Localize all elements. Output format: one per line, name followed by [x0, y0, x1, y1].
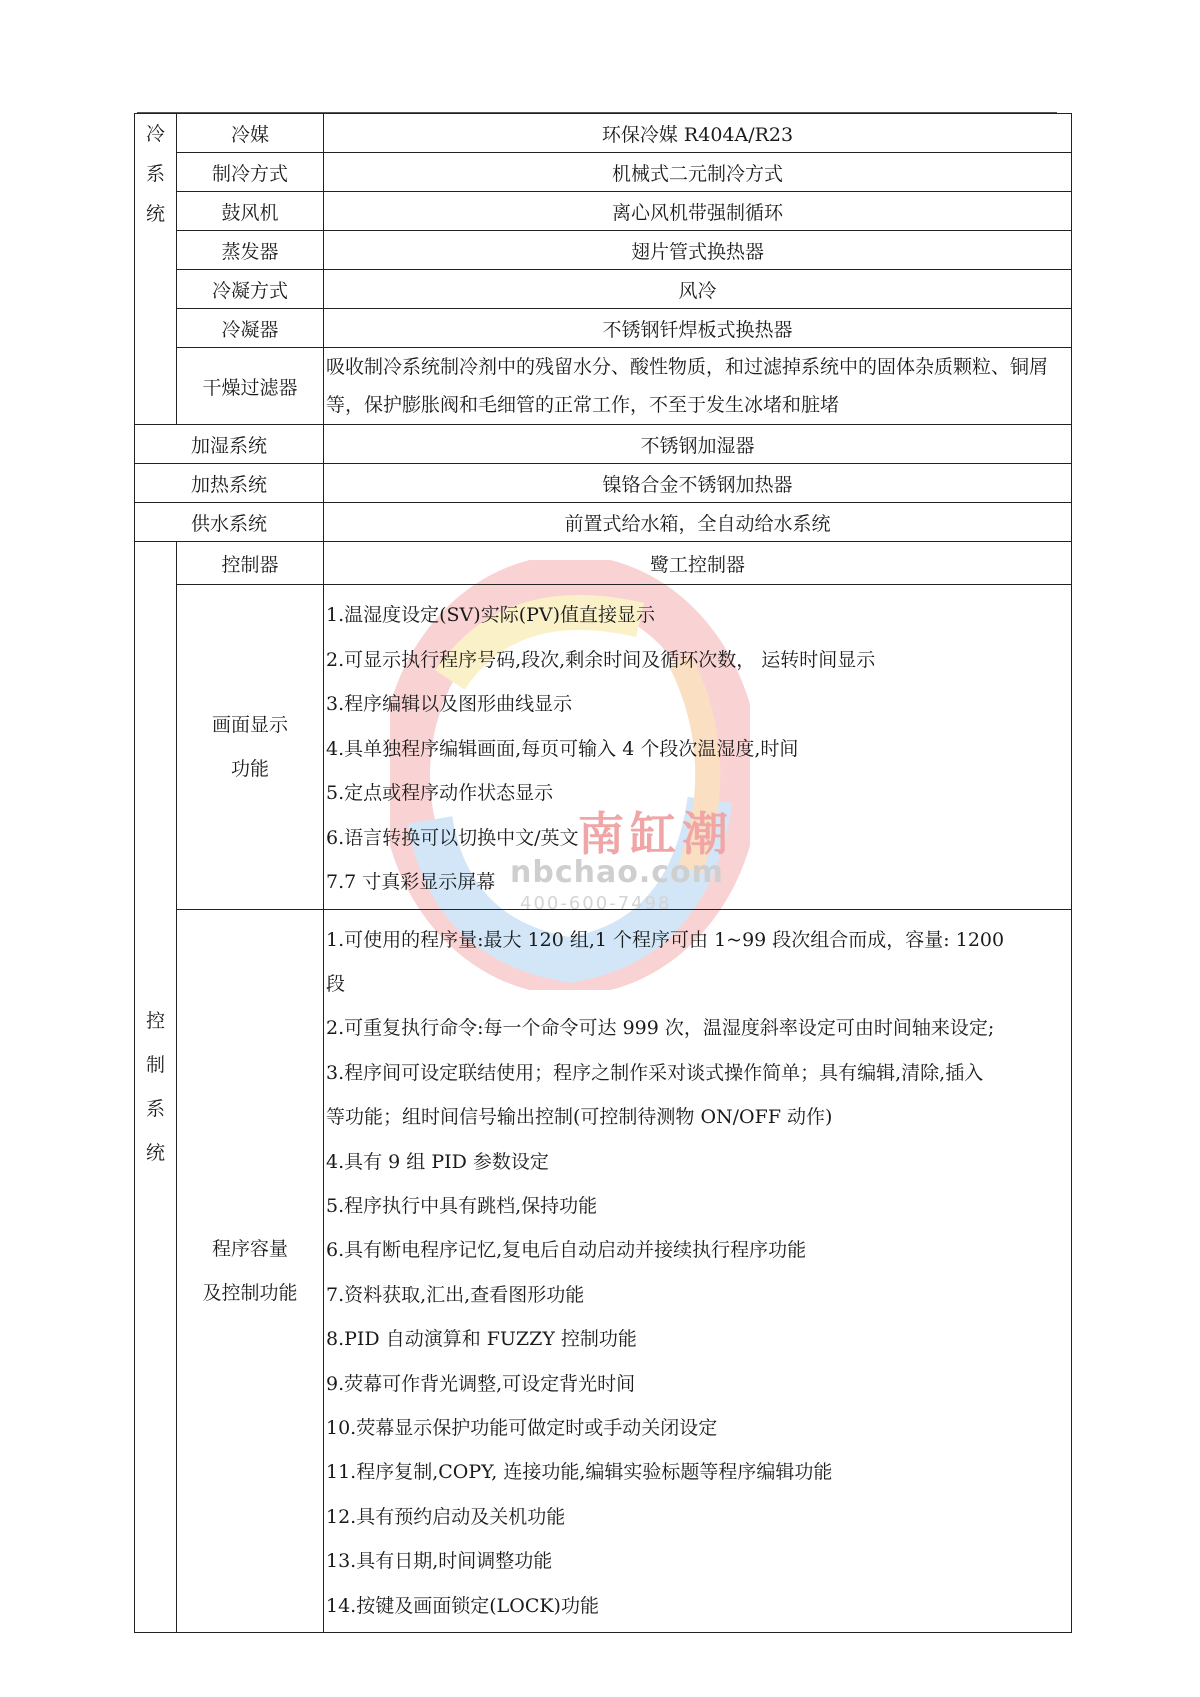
watermark-phone: 400-600-7498: [520, 893, 672, 914]
table-row: [135, 153, 1072, 192]
row-label: 加湿系统: [135, 425, 324, 464]
table-row: [135, 585, 1072, 910]
list-item: 2.可重复执行命令:每一个命令可达 999 次，温湿度斜率设定可由时间轴来设定;: [326, 1017, 995, 1040]
row-value: 吸收制冷系统制冷剂中的残留水分、酸性物质，和过滤掉系统中的固体杂质颗粒、铜屑等，保护膨胀阀和毛细管的正常工作，不至于发生冰堵和脏堵: [324, 348, 1072, 425]
row-value: 机械式二元制冷方式: [324, 153, 1072, 192]
list-item: 13.具有日期,时间调整功能: [326, 1550, 553, 1573]
row-value: 镍铬合金不锈钢加热器: [324, 464, 1072, 503]
row-label: 加热系统: [135, 464, 324, 503]
list-item: 7.7 寸真彩显示屏幕: [326, 871, 496, 893]
row-value: 前置式给水箱，全自动给水系统: [324, 503, 1072, 542]
row-value: 不锈钢加湿器: [324, 425, 1072, 464]
table-row: [135, 231, 1072, 270]
row-label: 鼓风机: [177, 192, 324, 231]
table-row: [135, 270, 1072, 309]
list-item: 6.具有断电程序记忆,复电后自动启动并接续执行程序功能: [326, 1239, 807, 1262]
row-value: 不锈钢钎焊板式换热器: [324, 309, 1072, 348]
row-label: 供水系统: [135, 503, 324, 542]
row-label: 制冷方式: [177, 153, 324, 192]
list-item: 4.具单独程序编辑画面,每页可输入 4 个段次温湿度,时间: [326, 737, 799, 760]
table-row: [135, 192, 1072, 231]
list-item: 等功能；组时间信号输出控制(可控制待测物 ON/OFF 动作): [326, 1106, 833, 1129]
table-row: [135, 309, 1072, 348]
list-item: 3.程序编辑以及图形曲线显示: [326, 693, 573, 715]
list-item: 5.程序执行中具有跳档,保持功能: [326, 1194, 598, 1217]
table-row: [135, 542, 1072, 585]
list-item: 10.荧幕显示保护功能可做定时或手动关闭设定: [326, 1416, 718, 1439]
list-item: 1.温湿度设定(SV)实际(PV)值直接显示: [326, 604, 656, 626]
list-item: 9.荧幕可作背光调整,可设定背光时间: [326, 1372, 636, 1395]
row-label-display: 画面显示 功能: [177, 585, 324, 910]
list-item: 6.语言转换可以切换中文/英文: [326, 826, 579, 849]
list-item: 14.按键及画面锁定(LOCK)功能: [326, 1594, 599, 1617]
list-item: 8.PID 自动演算和 FUZZY 控制功能: [326, 1328, 637, 1351]
list-item: 3.程序间可设定联结使用；程序之制作采对谈式操作简单；具有编辑,清除,插入: [326, 1061, 984, 1084]
row-value: 鹭工控制器: [324, 542, 1072, 585]
spec-table: [134, 113, 1072, 1633]
group-refrigeration: 冷 系 统: [135, 114, 177, 425]
group-control: 控 制 系 统: [135, 542, 177, 1633]
row-label: 控制器: [177, 542, 324, 585]
program-function-list: [324, 909, 1072, 1633]
list-item: 段: [326, 972, 346, 995]
table-row: [135, 909, 1072, 1633]
row-label: 干燥过滤器: [177, 348, 324, 425]
table-row: [135, 464, 1072, 503]
row-label-program: 程序容量 及控制功能: [177, 909, 324, 1633]
list-item: 11.程序复制,COPY, 连接功能,编辑实验标题等程序编辑功能: [326, 1461, 833, 1484]
row-label: 冷媒: [177, 114, 324, 153]
display-function-list: [324, 585, 1072, 910]
row-value: 风冷: [324, 270, 1072, 309]
row-value: 翅片管式换热器: [324, 231, 1072, 270]
list-item: 4.具有 9 组 PID 参数设定: [326, 1150, 549, 1173]
table-row: [135, 114, 1072, 153]
watermark-brand: 南缸潮: [578, 807, 734, 861]
table-row: [135, 503, 1072, 542]
watermark-site: nbchao.com: [510, 855, 724, 890]
list-item: 7.资料获取,汇出,查看图形功能: [326, 1283, 585, 1306]
row-label: 冷凝器: [177, 309, 324, 348]
list-item: 1.可使用的程序量:最大 120 组,1 个程序可由 1~99 段次组合而成，容量: 1200: [326, 928, 1005, 951]
table-row: [135, 348, 1072, 425]
list-item: 12.具有预约启动及关机功能: [326, 1505, 566, 1528]
table-row: [135, 425, 1072, 464]
row-label: 蒸发器: [177, 231, 324, 270]
list-item: 5.定点或程序动作状态显示: [326, 782, 554, 804]
row-value: 环保冷媒 R404A/R23: [324, 114, 1072, 153]
row-value: 离心风机带强制循环: [324, 192, 1072, 231]
row-label: 冷凝方式: [177, 270, 324, 309]
list-item: 2.可显示执行程序号码,段次,剩余时间及循环次数， 运转时间显示: [326, 648, 876, 671]
